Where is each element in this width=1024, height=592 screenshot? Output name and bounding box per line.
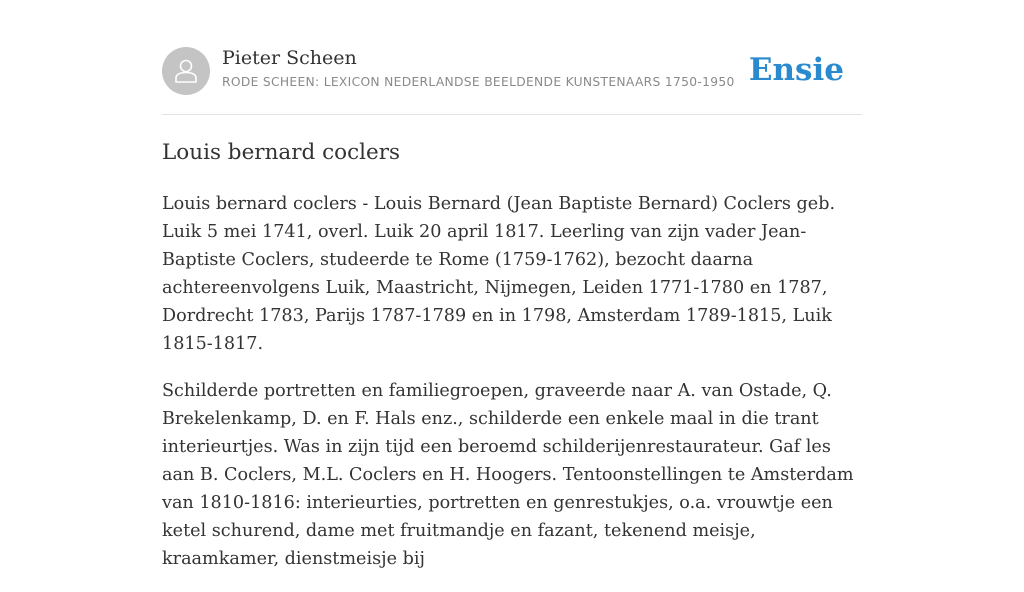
article-paragraph: Schilderde portretten en familiegroepen, graveerde naar A. van Ostade, Q. Brekelenkamp, D. en F. Hals enz., schilderde een enkele maal in die trant interieurtjes. Was in zijn tijd een beroemd schilderijenrestaurateur. Gaf les aan B. Coclers, M.L. Coclers en H. Hoogers. Tentoonstellingen te Amsterdam van 1810-1816: interieurties, portretten en genrestukjes, o.a. vrouwtje een ketel schurend, dame met fruitmandje en fazant, tekenend meisje, kraamkamer, dienstmeisje bij: [162, 381, 854, 569]
author-avatar[interactable]: [162, 47, 210, 95]
article-header: [162, 46, 862, 115]
article-title: Louis bernard coclers: [162, 140, 401, 165]
author-name[interactable]: Pieter Scheen: [222, 47, 357, 69]
user-silhouette-icon: [162, 47, 210, 95]
ensie-logo[interactable]: Ensie: [748, 52, 844, 88]
article-body: [162, 190, 862, 592]
article-paragraph: Louis bernard coclers - Louis Bernard (Jean Baptiste Bernard) Coclers geb. Luik 5 mei 1741, overl. Luik 20 april 1817. Leerling van zijn vader Jean-Baptiste Coclers, studeerde te Rome (1759-1762), bezocht daarna achtereenvolgens Luik, Maastricht, Nijmegen, Leiden 1771-1780 en 1787, Dordrecht 1783, Parijs 1787-1789 en in 1798, Amsterdam 1789-1815, Luik 1815-1817.: [162, 194, 836, 354]
source-title[interactable]: RODE SCHEEN: LEXICON NEDERLANDSE BEELDENDE KUNSTENAARS 1750-1950: [222, 75, 735, 89]
